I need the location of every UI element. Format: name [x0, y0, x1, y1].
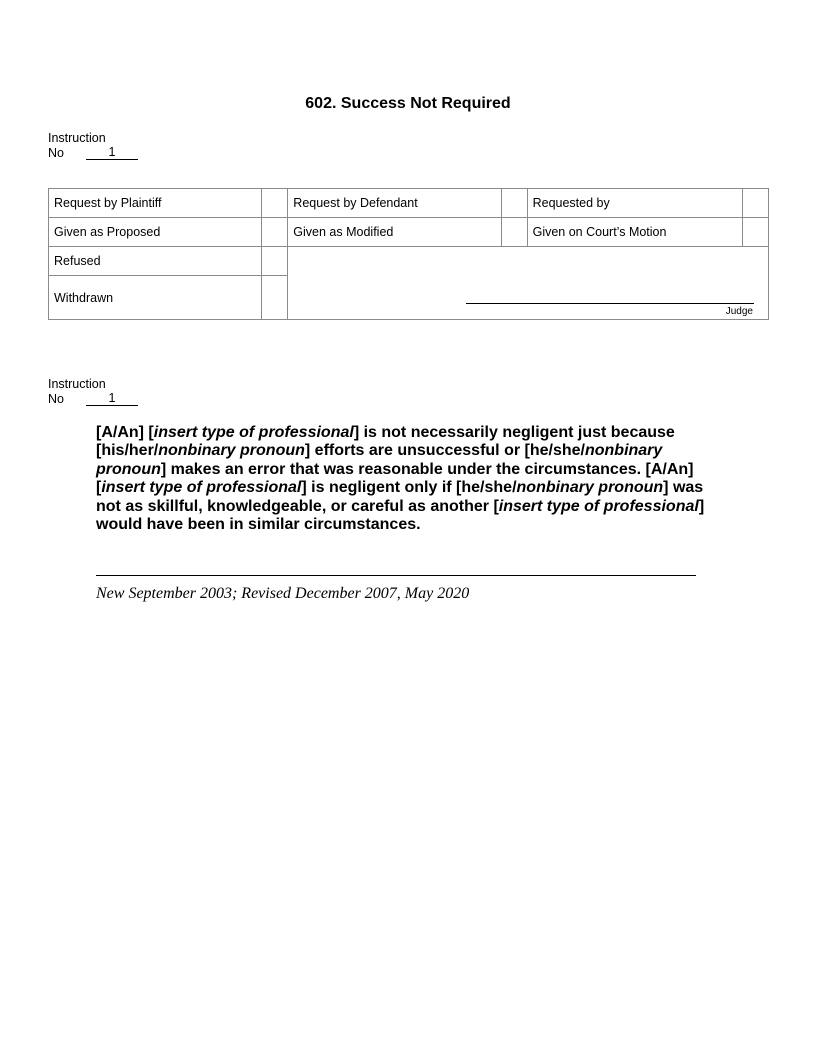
revision-history: New September 2003; Revised December 2007, May 2020 [96, 585, 470, 602]
no-label: No [48, 392, 64, 406]
given-on-courts-motion-checkbox[interactable] [743, 218, 769, 247]
judge-label: Judge [725, 306, 753, 317]
given-as-proposed-label: Given as Proposed [49, 218, 262, 247]
instruction-label: Instruction [48, 377, 106, 391]
given-as-proposed-checkbox[interactable] [262, 218, 288, 247]
instruction-body-text: [A/An] [insert type of professional] is not necessarily negligent just because [his/her/nonbinary pronoun] efforts are unsuccessful or [he/she/nonbinary pronoun] makes an error that was reasonable under the circumstances. [A/An] [insert type of professional] is negligent only if [he/she/nonbinary pronoun] was not as skillful, knowledgeable, or careful as another [insert type of professional] would have been in similar circumstances. [96, 424, 705, 534]
instruction-title: 602. Success Not Required [305, 95, 511, 112]
judge-signature-area [288, 247, 769, 320]
instruction-number-block [48, 131, 138, 160]
request-by-plaintiff-checkbox[interactable] [262, 189, 288, 218]
request-by-plaintiff-label: Request by Plaintiff [49, 189, 262, 218]
instruction-number-field: 1 [86, 145, 138, 160]
instruction-number-block-2 [48, 377, 138, 406]
given-on-courts-motion-label: Given on Court’s Motion [527, 218, 742, 247]
refused-checkbox[interactable] [262, 247, 288, 276]
instruction-label: Instruction [48, 131, 106, 145]
withdrawn-checkbox[interactable] [262, 276, 288, 320]
requested-by-label: Requested by [527, 189, 742, 218]
given-as-modified-label: Given as Modified [288, 218, 501, 247]
refused-label: Refused [49, 247, 262, 276]
instruction-number-field: 1 [86, 391, 138, 406]
requested-by-checkbox[interactable] [743, 189, 769, 218]
no-label: No [48, 146, 64, 160]
separator-line [96, 575, 696, 576]
judge-signature-line[interactable] [466, 303, 754, 304]
withdrawn-label: Withdrawn [49, 276, 262, 320]
request-status-table [48, 188, 769, 320]
given-as-modified-checkbox[interactable] [501, 218, 527, 247]
request-by-defendant-label: Request by Defendant [288, 189, 501, 218]
request-by-defendant-checkbox[interactable] [501, 189, 527, 218]
